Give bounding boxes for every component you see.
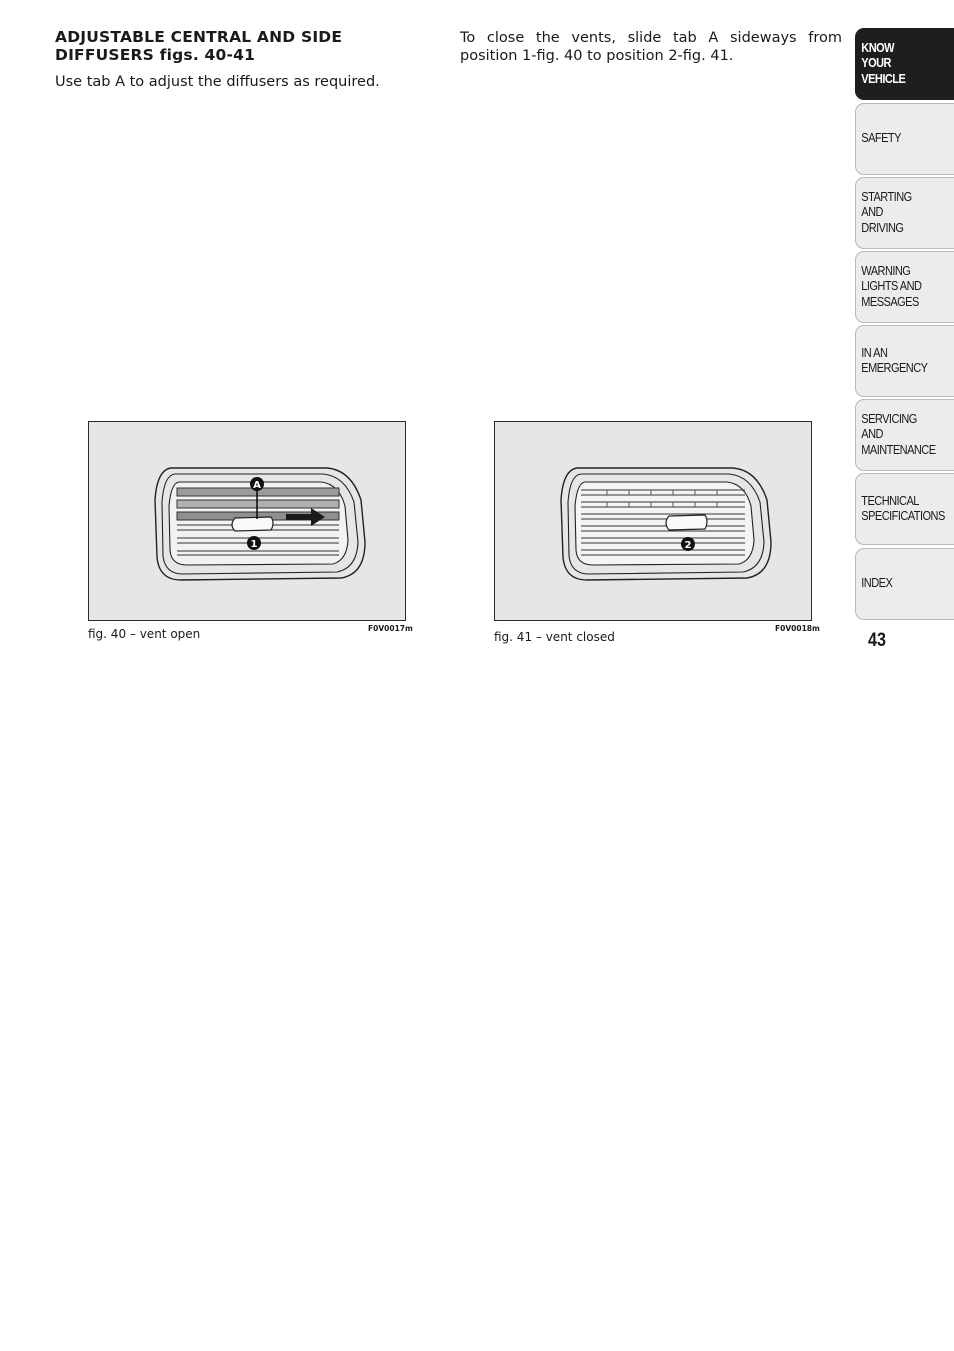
vent-open-illustration bbox=[89, 422, 405, 620]
tab-label: STARTING AND DRIVING bbox=[861, 189, 912, 235]
tab-servicing-and-maintenance[interactable] bbox=[855, 399, 954, 471]
tab-label: SERVICING AND MAINTENANCE bbox=[861, 411, 936, 457]
label-2: 2 bbox=[684, 540, 692, 551]
section-heading bbox=[55, 28, 385, 64]
label-a: A bbox=[253, 480, 261, 491]
tab-index[interactable] bbox=[855, 548, 954, 620]
figure-code-41: F0V0018m bbox=[775, 624, 820, 633]
page-number: 43 bbox=[868, 630, 886, 651]
tab-label: INDEX bbox=[861, 576, 893, 591]
tab-warning-lights[interactable] bbox=[855, 251, 954, 323]
vent-closed-illustration bbox=[495, 422, 811, 620]
caption-fig-40: fig. 40 – vent open bbox=[88, 627, 201, 641]
tab-technical-specifications[interactable] bbox=[855, 473, 954, 545]
tab-in-an-emergency[interactable] bbox=[855, 325, 954, 397]
tab-label: SAFETY bbox=[861, 131, 901, 146]
tab-label: KNOW YOUR VEHICLE bbox=[861, 40, 906, 86]
figure-code-40: F0V0017m bbox=[368, 624, 413, 633]
tab-label: IN AN EMERGENCY bbox=[861, 345, 928, 375]
tab-know-your-vehicle[interactable] bbox=[855, 28, 954, 100]
tab-safety[interactable] bbox=[855, 103, 954, 175]
tab-label: TECHNICAL SPECIFICATIONS bbox=[861, 493, 945, 523]
caption-fig-41: fig. 41 – vent closed bbox=[494, 630, 615, 644]
figure-vent-open bbox=[88, 421, 406, 621]
section-heading-text: ADJUSTABLE CENTRAL AND SIDE DIFFUSERS bbox=[55, 28, 343, 64]
figure-vent-closed bbox=[494, 421, 812, 621]
label-1: 1 bbox=[250, 539, 258, 550]
tab-starting-and-driving[interactable] bbox=[855, 177, 954, 249]
paragraph-left: Use tab A to adjust the diffusers as required. bbox=[55, 74, 380, 90]
paragraph-right: To close the vents, slide tab A sideways from position 1-fig. 40 to position 2-fig. 41. bbox=[460, 30, 842, 64]
tab-label: WARNING LIGHTS AND MESSAGES bbox=[861, 263, 922, 309]
section-heading-figref: figs. 40-41 bbox=[159, 46, 256, 64]
